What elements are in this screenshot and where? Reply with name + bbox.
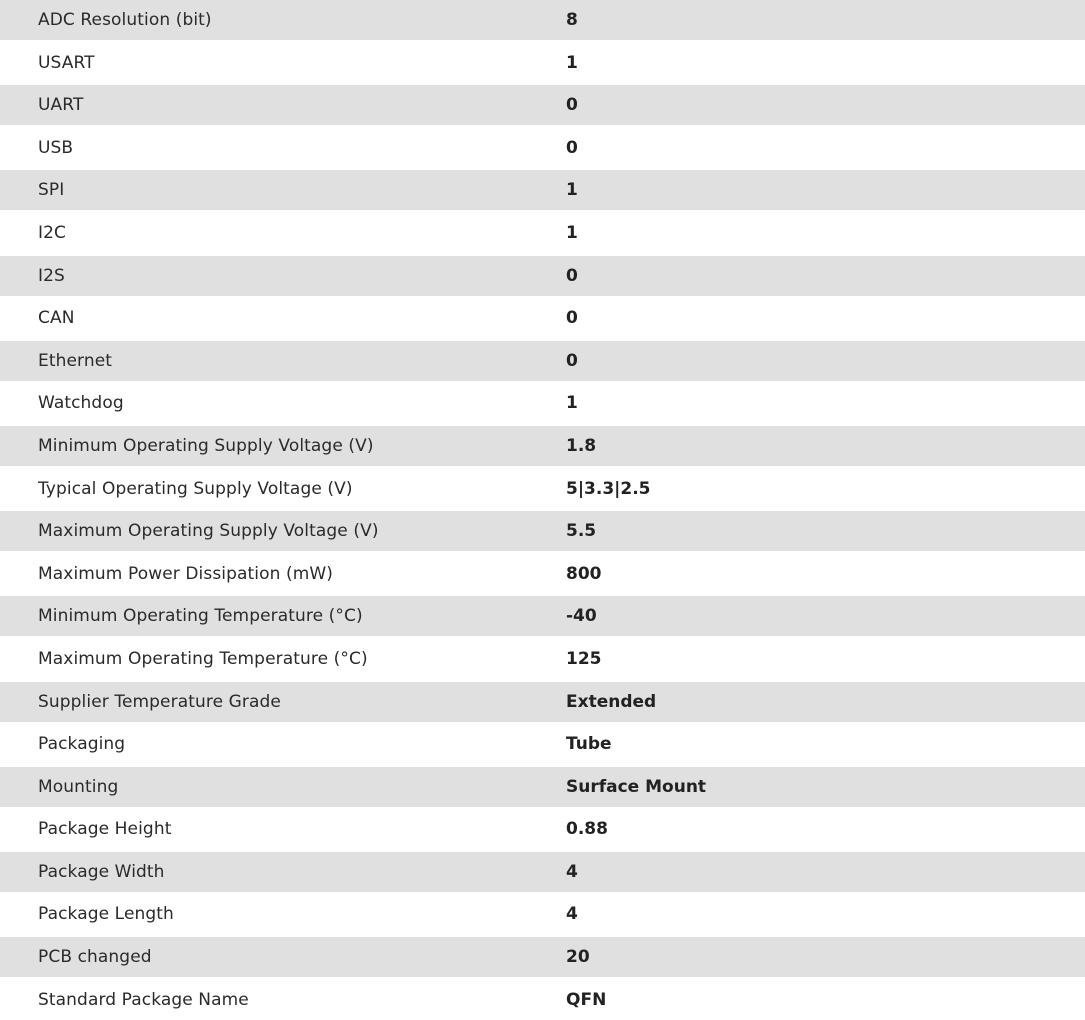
spec-label: Package Height xyxy=(38,819,172,840)
spec-row-max-operating-temp xyxy=(0,639,1085,679)
spec-value: Extended xyxy=(566,691,657,712)
spec-label: USART xyxy=(38,52,95,73)
spec-label: Package Length xyxy=(38,904,174,925)
spec-value: 1 xyxy=(566,393,578,414)
spec-value: 0 xyxy=(566,137,578,158)
spec-row-uart xyxy=(0,85,1085,125)
spec-row-adc-resolution xyxy=(0,0,1085,40)
spec-row-max-supply-voltage xyxy=(0,511,1085,551)
spec-label: Maximum Power Dissipation (mW) xyxy=(38,563,334,584)
spec-value: Surface Mount xyxy=(566,776,707,797)
spec-label: Ethernet xyxy=(38,350,113,371)
spec-label: Maximum Operating Supply Voltage (V) xyxy=(38,521,379,542)
spec-label: USB xyxy=(38,137,74,158)
spec-value: 4 xyxy=(566,904,578,925)
spec-value: 0.88 xyxy=(566,819,608,840)
spec-row-typical-supply-voltage xyxy=(0,469,1085,509)
spec-label: Minimum Operating Supply Voltage (V) xyxy=(38,435,374,456)
spec-row-usb xyxy=(0,128,1085,168)
spec-row-min-supply-voltage xyxy=(0,426,1085,466)
spec-label: Standard Package Name xyxy=(38,989,249,1010)
spec-row-package-length xyxy=(0,894,1085,934)
spec-label: I2C xyxy=(38,222,66,243)
spec-label: Maximum Operating Temperature (°C) xyxy=(38,648,368,669)
spec-label: Packaging xyxy=(38,734,126,755)
spec-value: Tube xyxy=(566,734,612,755)
spec-value: 20 xyxy=(566,947,590,968)
spec-label: Package Width xyxy=(38,861,165,882)
spec-row-min-operating-temp xyxy=(0,596,1085,636)
spec-value: 5|3.3|2.5 xyxy=(566,478,651,499)
spec-label: ADC Resolution (bit) xyxy=(38,10,212,30)
spec-row-temperature-grade xyxy=(0,682,1085,722)
spec-value: 1 xyxy=(566,52,578,73)
spec-label: SPI xyxy=(38,180,65,201)
spec-value: 1.8 xyxy=(566,435,597,456)
spec-row-packaging xyxy=(0,724,1085,764)
spec-label: Watchdog xyxy=(38,393,124,414)
spec-row-spi xyxy=(0,170,1085,210)
spec-row-ethernet xyxy=(0,341,1085,381)
spec-label: Supplier Temperature Grade xyxy=(38,691,281,712)
spec-row-can xyxy=(0,298,1085,338)
spec-value: -40 xyxy=(566,606,597,627)
spec-row-i2c xyxy=(0,213,1085,253)
spec-value: 5.5 xyxy=(566,521,597,542)
spec-value: 8 xyxy=(566,10,578,30)
spec-value: 4 xyxy=(566,861,578,882)
spec-row-max-power-dissipation xyxy=(0,554,1085,594)
spec-row-standard-package-name xyxy=(0,980,1085,1020)
spec-value: 0 xyxy=(566,265,578,286)
spec-value: 1 xyxy=(566,180,578,201)
spec-label: Minimum Operating Temperature (°C) xyxy=(38,606,363,627)
spec-row-package-width xyxy=(0,852,1085,892)
spec-label: UART xyxy=(38,95,84,116)
spec-label: I2S xyxy=(38,265,65,286)
spec-row-watchdog xyxy=(0,383,1085,423)
spec-row-pcb-changed xyxy=(0,937,1085,977)
spec-label: Typical Operating Supply Voltage (V) xyxy=(38,478,353,499)
spec-label: CAN xyxy=(38,308,75,329)
spec-row-usart xyxy=(0,43,1085,83)
spec-label: PCB changed xyxy=(38,947,152,968)
spec-label: Mounting xyxy=(38,776,119,797)
spec-value: 0 xyxy=(566,95,578,116)
spec-value: QFN xyxy=(566,989,607,1010)
spec-value: 0 xyxy=(566,350,578,371)
spec-value: 125 xyxy=(566,648,602,669)
spec-value: 1 xyxy=(566,222,578,243)
spec-row-package-height xyxy=(0,809,1085,849)
spec-value: 0 xyxy=(566,308,578,329)
spec-row-i2s xyxy=(0,256,1085,296)
spec-row-mounting xyxy=(0,767,1085,807)
spec-value: 800 xyxy=(566,563,602,584)
